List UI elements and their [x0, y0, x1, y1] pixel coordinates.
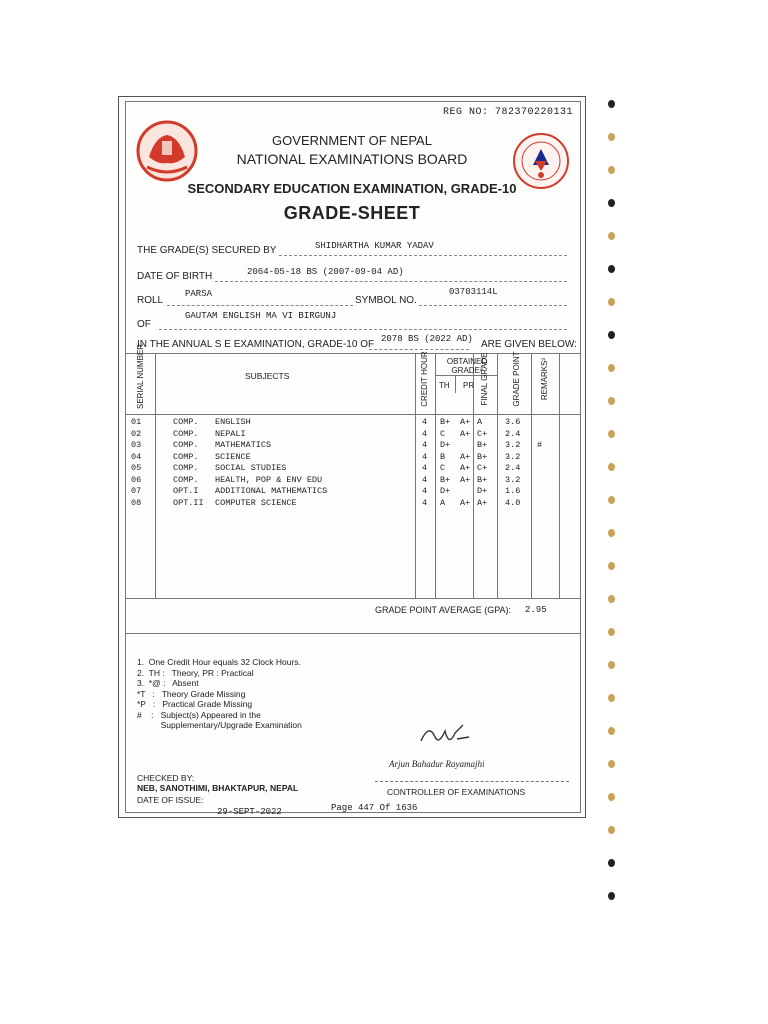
binder-hole [608, 595, 615, 603]
cell-pr: A+ [460, 474, 471, 485]
government-title: GOVERNMENT OF NEPAL [272, 133, 432, 148]
school-name: GAUTAM ENGLISH MA VI BIRGUNJ [185, 311, 337, 321]
binder-hole [608, 661, 615, 669]
cell-subject: SOCIAL STUDIES [215, 463, 287, 473]
exam-year: 2078 BS (2022 AD) [381, 334, 473, 344]
pr-header: PR [463, 381, 475, 390]
name-line [279, 255, 567, 256]
footnote-line: *P : Practical Grade Missing [137, 699, 253, 709]
footnote-line: 3. *@ : Absent [137, 678, 199, 688]
page-number: Page 447 Of 1636 [331, 803, 418, 813]
cell-pr: A+ [460, 497, 471, 508]
cell-type: OPT.I [173, 486, 199, 496]
binder-hole [608, 265, 615, 273]
binder-hole [608, 100, 615, 108]
cell-sn: 04 [131, 451, 142, 462]
cell-pr: A+ [460, 417, 471, 427]
footnotes [137, 657, 397, 731]
symbol-line [419, 305, 567, 306]
cell-credit: 4 [422, 497, 428, 508]
cell-point: 3.6 [505, 417, 521, 427]
final-grade-header: FINAL GRADE [480, 352, 489, 406]
cell-final: C+ [477, 463, 488, 473]
cell-credit: 4 [422, 486, 428, 496]
cell-th: B+ [440, 474, 451, 485]
cell-th: C [440, 463, 446, 473]
cell-final: C+ [477, 428, 488, 439]
cell-credit: 4 [422, 474, 428, 485]
subjects-header: SUBJECTS [245, 371, 290, 381]
gpa-divider [125, 633, 581, 634]
cell-final: B+ [477, 474, 488, 485]
binder-hole [608, 397, 615, 405]
binder-hole [608, 694, 615, 702]
th-header: TH [439, 381, 450, 390]
credit-hour-header: CREDIT HOUR [420, 351, 429, 407]
cell-credit: 4 [422, 417, 428, 427]
cell-point: 4.0 [505, 497, 521, 508]
cell-credit: 4 [422, 463, 428, 473]
serial-number-header: SERIAL NUMBER [136, 343, 145, 409]
cell-final: D+ [477, 486, 488, 496]
annual-label: IN THE ANNUAL S E EXAMINATION, GRADE-10 OF [137, 339, 375, 350]
given-below-label: ARE GIVEN BELOW: [481, 339, 577, 350]
cell-th: D+ [440, 486, 451, 496]
school-line [159, 329, 567, 330]
cell-subject: COMPUTER SCIENCE [215, 497, 297, 508]
cell-type: COMP. [173, 428, 199, 439]
of-label: OF [137, 319, 151, 330]
gpa-value: 2.95 [525, 605, 547, 615]
date-of-issue-label: DATE OF ISSUE: [137, 795, 204, 805]
cell-sn: 06 [131, 474, 142, 485]
cell-remark: # [537, 440, 543, 450]
footnote-line: 1. One Credit Hour equals 32 Clock Hours. [137, 657, 301, 667]
cell-point: 3.2 [505, 440, 521, 450]
cell-sn: 01 [131, 417, 142, 427]
cell-sn: 07 [131, 486, 142, 496]
signer-name: Arjun Bahadur Rayamajhi [389, 759, 485, 769]
cell-point: 2.4 [505, 463, 521, 473]
cell-pr: A+ [460, 428, 471, 439]
binder-hole [608, 331, 615, 339]
footnote-line: # : Subject(s) Appeared in the [137, 709, 261, 720]
cell-th: A [440, 497, 446, 508]
cell-sn: 08 [131, 497, 142, 508]
dob-label: DATE OF BIRTH [137, 271, 213, 282]
symbol-label: SYMBOL NO. [355, 295, 417, 306]
cell-credit: 4 [422, 428, 428, 439]
cell-final: B+ [477, 451, 488, 462]
binder-hole [608, 628, 615, 636]
roll-line [167, 305, 353, 306]
cell-th: D+ [440, 440, 451, 450]
binder-hole [608, 232, 615, 240]
table-row [125, 440, 581, 452]
table-row [125, 486, 581, 498]
cell-final: A+ [477, 497, 488, 508]
cell-type: OPT.II [173, 497, 204, 508]
date-of-issue: 29-SEPT-2022 [217, 807, 282, 817]
cell-point: 3.2 [505, 474, 521, 485]
cell-credit: 4 [422, 451, 428, 462]
exam-title: SECONDARY EDUCATION EXAMINATION, GRADE-10 [187, 181, 517, 196]
cell-type: COMP. [173, 440, 199, 450]
binder-hole [608, 892, 615, 900]
table-row [125, 498, 581, 510]
table-row [125, 417, 581, 429]
cell-final: A [477, 417, 483, 427]
cell-pr: A+ [460, 451, 471, 462]
cell-type: COMP. [173, 474, 199, 485]
cell-pr: A+ [460, 463, 471, 473]
table-row [125, 452, 581, 464]
cell-type: COMP. [173, 463, 199, 473]
cell-subject: MATHEMATICS [215, 440, 272, 450]
binder-hole [608, 463, 615, 471]
neb-address: NEB, SANOTHIMI, BHAKTAPUR, NEPAL [137, 783, 299, 793]
binder-hole [608, 496, 615, 504]
footnote-line: 2. TH : Theory, PR : Practical [137, 667, 254, 678]
reg-no: REG NO: 782370220131 [442, 107, 573, 118]
footnote-line: *T : Theory Grade Missing [137, 688, 246, 699]
binder-hole [608, 826, 615, 834]
obtained-grade-header: OBTAINED GRADE² [446, 357, 488, 375]
binder-hole [608, 529, 615, 537]
cell-sn: 03 [131, 440, 142, 450]
student-name: SHIDHARTHA KUMAR YADAV [315, 241, 434, 251]
signature-icon [415, 717, 475, 753]
binder-hole [608, 199, 615, 207]
table-row [125, 429, 581, 441]
board-title: NATIONAL EXAMINATIONS BOARD [236, 151, 468, 167]
signature-line [375, 781, 569, 782]
dob-line [215, 281, 567, 282]
binder-hole [608, 793, 615, 801]
grade-sheet-title: GRADE-SHEET [283, 203, 421, 223]
binder-hole [608, 430, 615, 438]
table-row [125, 475, 581, 487]
cell-subject: NEPALI [215, 428, 246, 439]
cell-type: COMP. [173, 417, 199, 427]
footnote-line: Supplementary/Upgrade Examination [137, 720, 302, 730]
grade-point-header: GRADE POINT [512, 351, 521, 407]
gpa-label: GRADE POINT AVERAGE (GPA): [375, 605, 512, 615]
cell-sn: 02 [131, 428, 142, 439]
cell-sn: 05 [131, 463, 142, 473]
binder-hole [608, 562, 615, 570]
remarks-header: REMARKS³ [540, 357, 549, 401]
binder-hole [608, 166, 615, 174]
binder-hole [608, 133, 615, 141]
secured-by-label: THE GRADE(S) SECURED BY [137, 245, 277, 256]
cell-final: B+ [477, 440, 488, 450]
binder-hole [608, 727, 615, 735]
cell-subject: ENGLISH [215, 417, 251, 427]
cell-subject: SCIENCE [215, 451, 251, 462]
cell-subject: ADDITIONAL MATHEMATICS [215, 486, 328, 496]
roll-label: ROLL [137, 295, 164, 306]
roll-value: PARSA [185, 289, 213, 299]
binder-hole [608, 364, 615, 372]
cell-point: 1.6 [505, 486, 521, 496]
cell-credit: 4 [422, 440, 428, 450]
cell-th: B [440, 451, 446, 462]
cell-point: 3.2 [505, 451, 521, 462]
cell-subject: HEALTH, POP & ENV EDU [215, 474, 323, 485]
symbol-value: 03703114L [449, 287, 498, 297]
checked-by-label: CHECKED BY: [137, 773, 195, 783]
binder-hole [608, 298, 615, 306]
table-row [125, 463, 581, 475]
cell-th: C [440, 428, 446, 439]
cell-th: B+ [440, 417, 451, 427]
binder-hole [608, 859, 615, 867]
cell-point: 2.4 [505, 428, 521, 439]
dob-value: 2064-05-18 BS (2007-09-04 AD) [247, 267, 404, 277]
controller-title: CONTROLLER OF EXAMINATIONS [387, 787, 526, 797]
year-line [369, 349, 469, 350]
binder-hole [608, 760, 615, 768]
cell-type: COMP. [173, 451, 199, 462]
grade-sheet-document [118, 96, 586, 818]
